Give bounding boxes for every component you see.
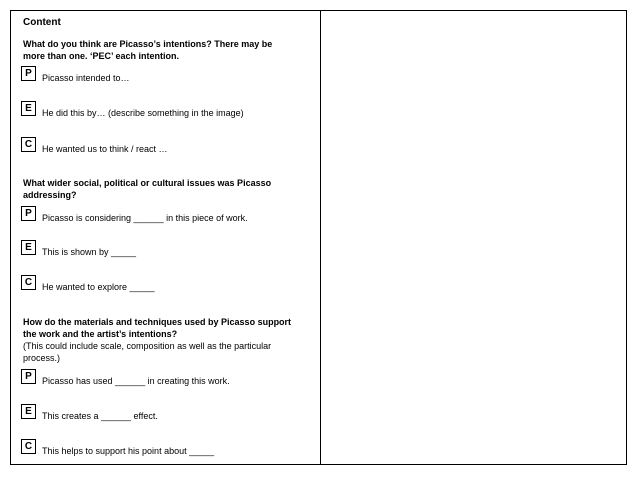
pec-box-c: C bbox=[21, 439, 36, 454]
pec-prompt-point: Picasso is considering ______ in this piece of work. bbox=[42, 213, 248, 223]
pec-prompt-comment: This helps to support his point about _____ bbox=[42, 446, 215, 456]
worksheet-table bbox=[10, 10, 627, 465]
question-2-line-2: addressing? bbox=[23, 190, 77, 200]
question-3-note-line-2: process.) bbox=[23, 353, 61, 363]
pec-box-e: E bbox=[21, 404, 36, 419]
question-1-line-1: What do you think are Picasso’s intentions? There may be bbox=[23, 39, 273, 49]
column-divider bbox=[320, 11, 321, 464]
pec-prompt-point: Picasso has used ______ in creating this work. bbox=[42, 376, 230, 386]
question-3-line-1: How do the materials and techniques used by Picasso support bbox=[23, 317, 292, 327]
pec-box-c: C bbox=[21, 137, 36, 152]
pec-prompt-evidence: This creates a ______ effect. bbox=[42, 411, 158, 421]
pec-box-p: P bbox=[21, 206, 36, 221]
pec-box-p: P bbox=[21, 369, 36, 384]
pec-box-e: E bbox=[21, 101, 36, 116]
pec-prompt-comment: He wanted to explore _____ bbox=[42, 282, 155, 292]
question-1-line-2: more than one. ‘PEC’ each intention. bbox=[23, 51, 180, 61]
pec-prompt-evidence: This is shown by _____ bbox=[42, 247, 137, 257]
question-3-line-2: the work and the artist’s intentions? bbox=[23, 329, 178, 339]
pec-prompt-evidence: He did this by… (describe something in the image) bbox=[42, 108, 244, 118]
section-title: Content bbox=[23, 17, 61, 28]
pec-box-p: P bbox=[21, 66, 36, 81]
question-2-line-1: What wider social, political or cultural issues was Picasso bbox=[23, 178, 272, 188]
pec-prompt-point: Picasso intended to… bbox=[42, 73, 130, 83]
pec-prompt-comment: He wanted us to think / react … bbox=[42, 144, 168, 154]
pec-box-e: E bbox=[21, 240, 36, 255]
question-3-note-line-1: (This could include scale, composition as well as the particular bbox=[23, 341, 272, 351]
pec-box-c: C bbox=[21, 275, 36, 290]
